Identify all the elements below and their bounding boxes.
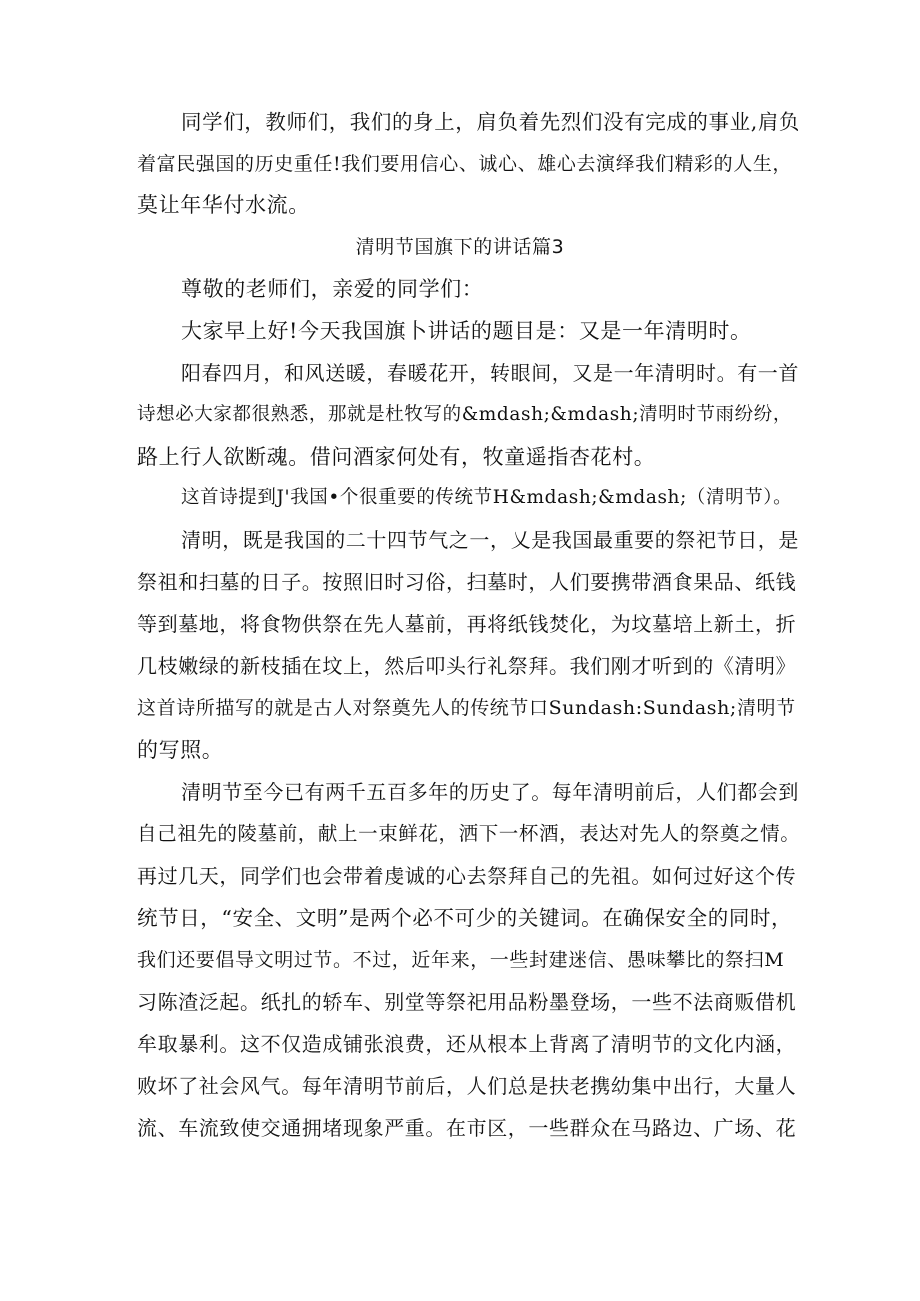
paragraph-line: 同学们，教师们，我们的身上，肩负着先烈们没有完成的事业,肩负 xyxy=(181,110,801,134)
section-title: 清明节国旗下的讲话篇3 xyxy=(355,236,565,258)
paragraph-line: 清明节至今已有两千五百多年的历史了。每年清明前后，人们都会到 xyxy=(181,780,799,804)
paragraph-line: 牟取暴利。这不仅造成铺张浪费，还从根本上背离了清明节的文化内涵， xyxy=(137,1032,797,1056)
paragraph-line: 等到墓地，将食物供祭在先人墓前，再将纸钱焚化，为坟墓培上新土，折 xyxy=(137,612,797,636)
paragraph-line: 几枝嫩绿的新枝插在坟上，然后叩头行礼祭拜。我们刚才听到的《清明》 xyxy=(137,654,797,678)
paragraph-line: 诗想必大家都很熟悉，那就是杜牧写的&mdash;&mdash;清明时节雨纷纷， xyxy=(137,404,792,425)
paragraph-line: 阳春四月，和风送暖，春暖花开，转眼间，又是一年清明时。有一首 xyxy=(181,361,799,385)
paragraph-line: 我们还要倡导文明过节。不过，近年来，一些封建迷信、愚味攀比的祭扫M xyxy=(137,949,785,971)
paragraph-line: 自己祖先的陵墓前，献上一束鲜花，洒下一杯酒，表达对先人的祭奠之情。 xyxy=(137,822,801,845)
paragraph-line: 路上行人欲断魂。借问酒家何处有，牧童遥指杏花村。 xyxy=(137,445,656,469)
paragraph-line: 再过几天，同学们也会带着虔诚的心去祭拜自己的先祖。如何过好这个传 xyxy=(137,864,797,888)
paragraph-line: 这首诗所描写的就是古人对祭奠先人的传统节口Sundash:Sundash;清明节 xyxy=(137,697,796,719)
paragraph-line: 着富民强国的历史重任!我们要用信心、诚心、雄心去演绎我们精彩的人生， xyxy=(137,153,793,175)
paragraph-line: 统节日，“安全、文明”是两个必不可少的关键词。在确保安全的同时， xyxy=(137,906,793,930)
paragraph-line: 清明，既是我国的二十四节气之一，乂是我国最重要的祭祀节日，是 xyxy=(181,528,799,552)
paragraph-line: 大家早上好!今天我国旗卜讲话的题目是：又是一年清明时。 xyxy=(181,319,752,343)
paragraph-line: 败坏了社会风气。每年清明节前后，人们总是扶老携幼集中出行，大量人 xyxy=(137,1074,797,1098)
paragraph-line: 的写照。 xyxy=(137,738,224,762)
paragraph-line: 这首诗提到J'我国•个很重要的传统节H&mdash;&mdash;（清明节）。 xyxy=(181,487,793,508)
paragraph-line: 习陈渣泛起。纸扎的轿车、别堂等祭祀用品粉墨登场，一些不法商贩借机 xyxy=(137,990,797,1014)
paragraph-line: 尊敬的老师们，亲爱的同学们： xyxy=(181,277,484,301)
paragraph-line: 莫让年华付水流。 xyxy=(137,193,310,217)
paragraph-line: 祭祖和扫墓的日子。按照旧时习俗，扫墓时，人们要携带酒食果品、纸钱 xyxy=(137,570,797,594)
paragraph-line: 流、车流致使交通拥堵现象严重。在市区，一些群众在马路边、广场、花 xyxy=(137,1116,797,1140)
